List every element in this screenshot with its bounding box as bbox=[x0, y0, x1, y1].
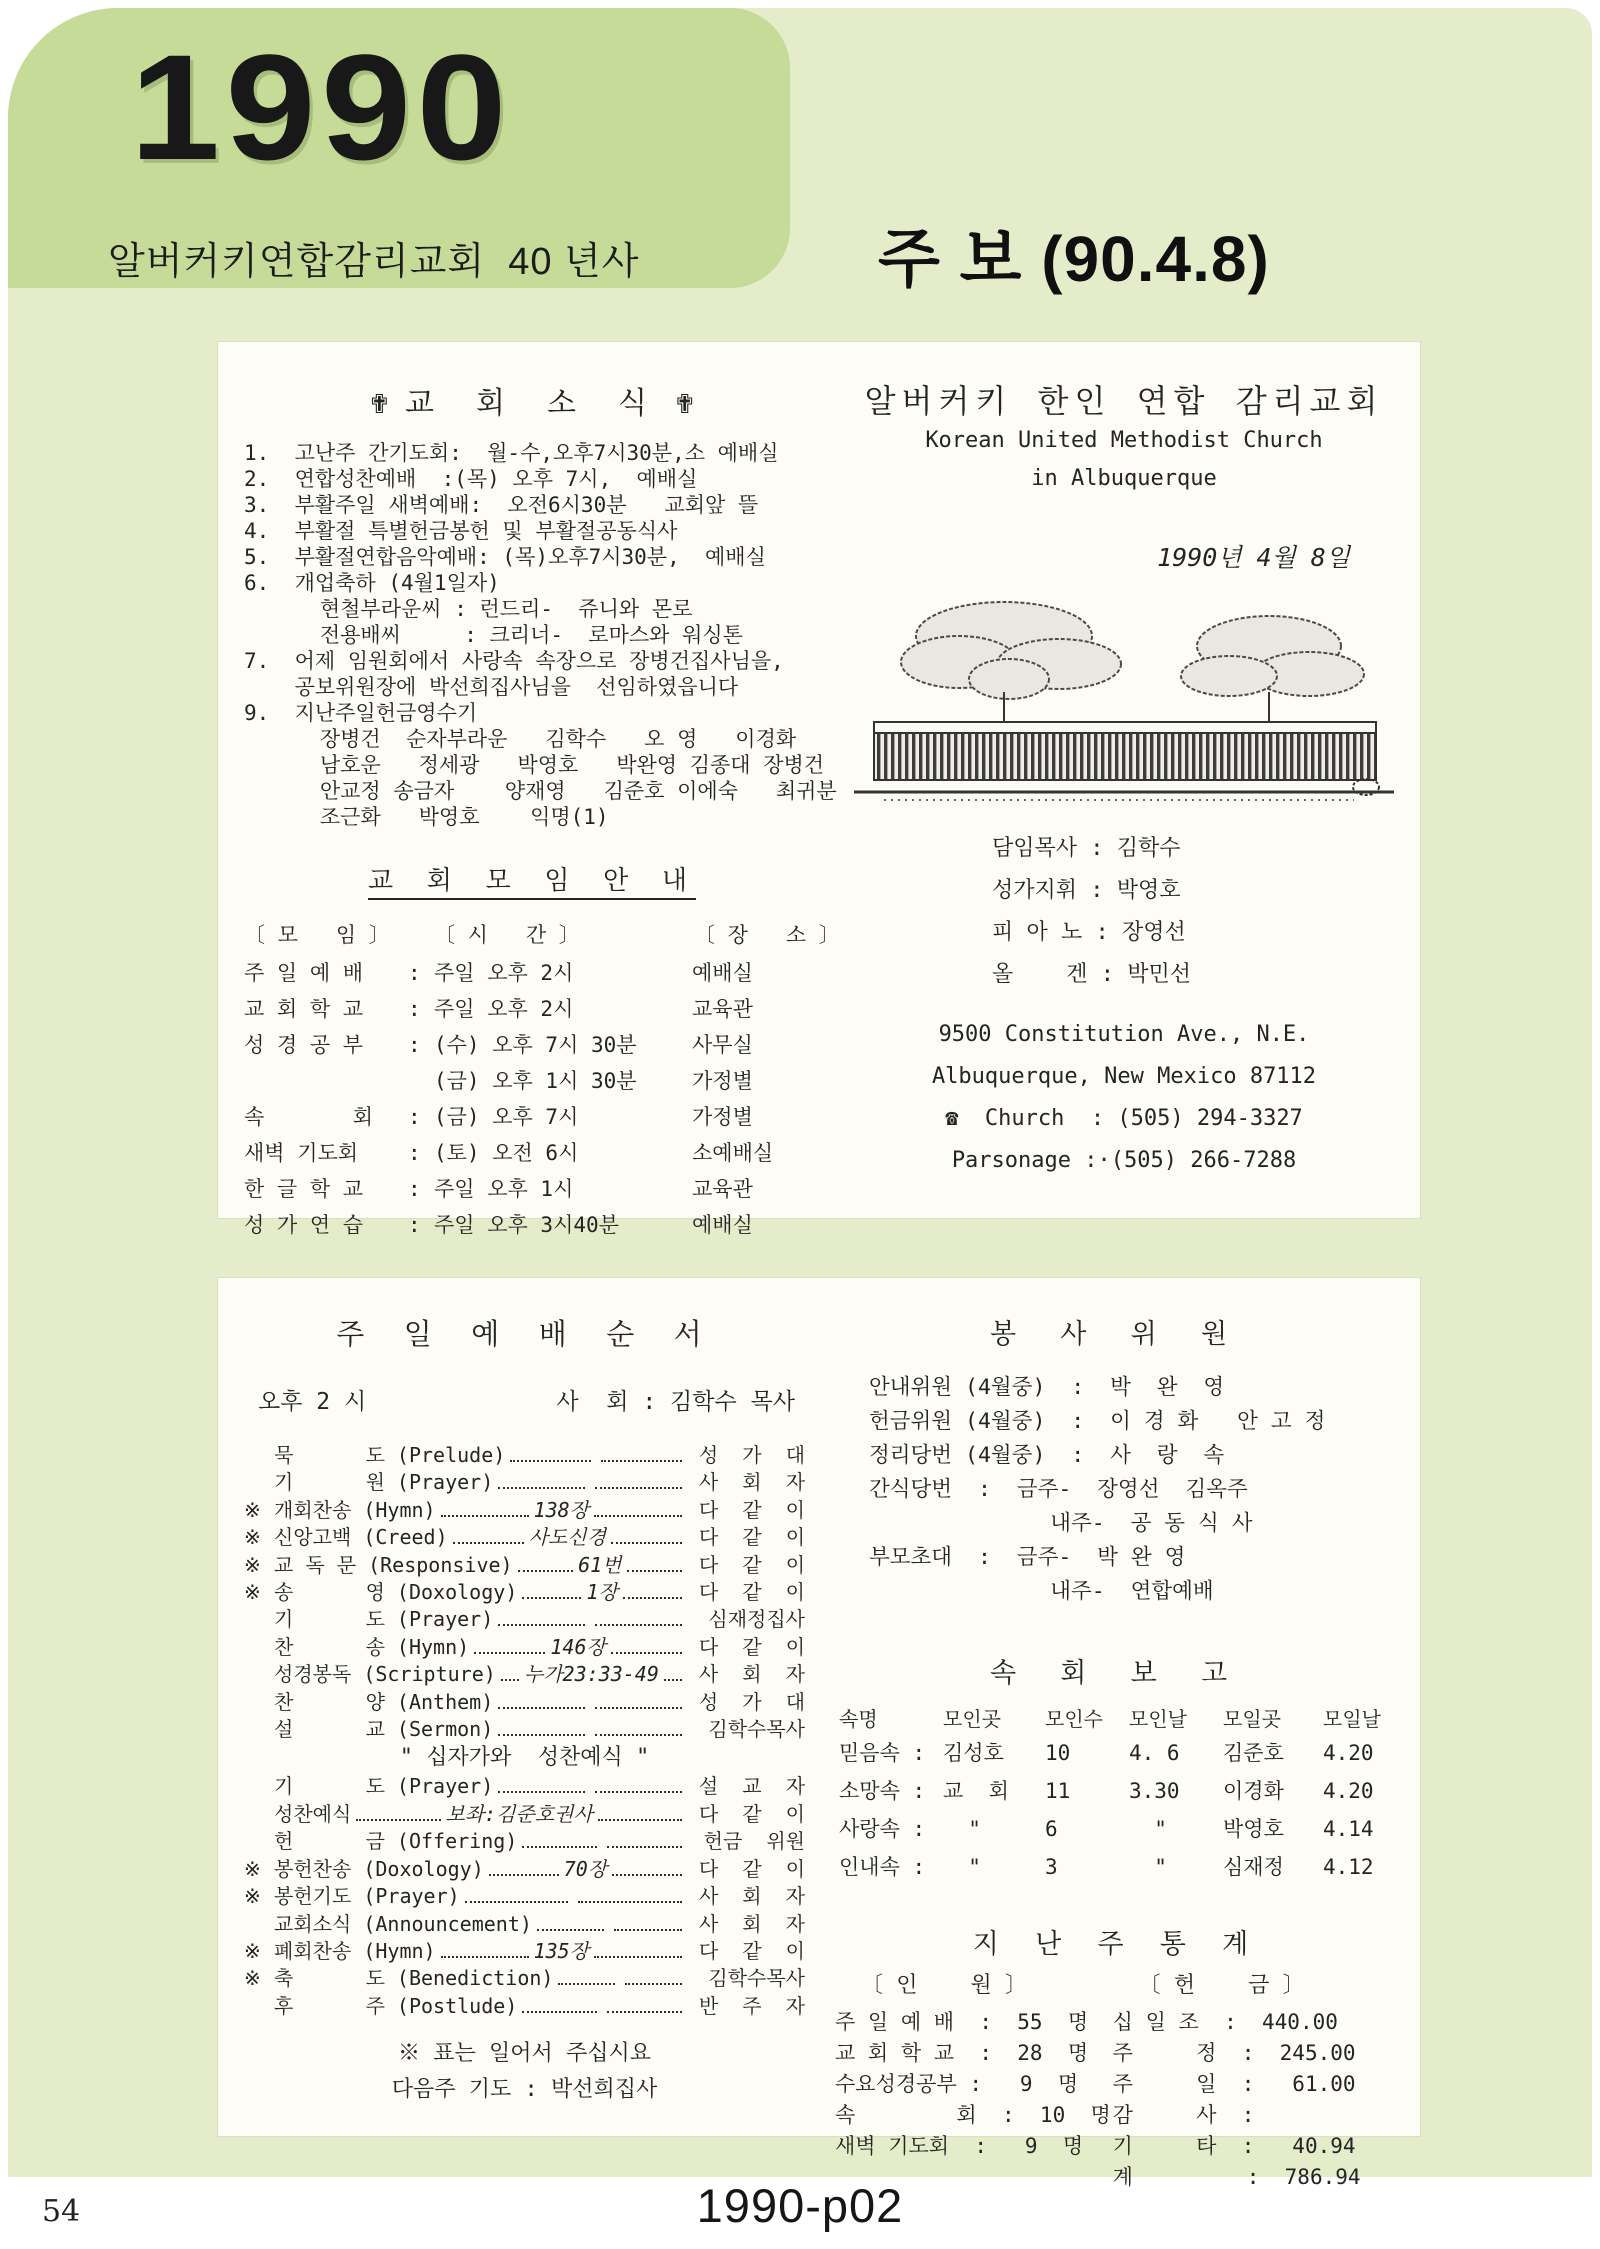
meeting-place: 가정별 bbox=[692, 1105, 753, 1129]
dot-leader bbox=[356, 1819, 440, 1821]
dot-leader bbox=[510, 1460, 591, 1462]
offering-stats bbox=[1099, 1971, 1396, 2193]
dot-leader bbox=[595, 1734, 682, 1736]
worship-row bbox=[244, 1552, 805, 1579]
meeting-colon: : bbox=[408, 997, 421, 1021]
star-mark: ※ bbox=[244, 1552, 261, 1577]
masthead-column bbox=[852, 368, 1396, 1218]
dot-leader bbox=[465, 1901, 569, 1903]
meeting-name: 교 회 학 교 bbox=[244, 997, 364, 1021]
star-mark: ※ bbox=[244, 1938, 261, 1963]
worship-item-value: 1장 bbox=[586, 1580, 618, 1605]
dot-leader bbox=[612, 1874, 682, 1876]
news-line: 3. 부활주일 새벽예배: 오전6시30분 교회앞 뜰 bbox=[244, 493, 759, 517]
star-mark: ※ bbox=[244, 1966, 261, 1991]
meeting-colon bbox=[408, 1063, 434, 1099]
news-line: 9. 지난주일헌금영수기 bbox=[244, 701, 478, 725]
offering-line: 기 타 : 40.94 bbox=[1112, 2134, 1356, 2158]
meeting-name: 속 회 bbox=[244, 1105, 374, 1129]
class-next-date: 4.20 bbox=[1323, 1741, 1374, 1765]
news-line: 남호운 정세광 박영호 박완영 김종대 장병건 bbox=[244, 753, 825, 777]
page-number: 54 bbox=[42, 2194, 81, 2229]
worship-item-label: 찬 양 (Anthem) bbox=[274, 1689, 494, 1714]
weekly-stats bbox=[835, 1971, 1396, 2193]
class-met-place: 교 회 bbox=[943, 1779, 1009, 1803]
worship-item-label: 묵 도 (Prelude) bbox=[274, 1443, 506, 1467]
meeting-place: 가정별 bbox=[692, 1069, 753, 1093]
worship-item-person: 헌금 위원 bbox=[703, 1829, 805, 1854]
class-report-row bbox=[839, 1810, 1396, 1848]
news-line: 2. 연합성찬예배 :(목) 오후 7시, 예배실 bbox=[244, 467, 698, 491]
dot-leader bbox=[601, 1460, 682, 1462]
dot-leader bbox=[522, 1846, 597, 1848]
meeting-time: 주일 오후 2시 bbox=[434, 961, 574, 985]
worship-row bbox=[244, 1993, 805, 2020]
class-report-row bbox=[839, 1848, 1396, 1886]
news-line: 장병건 순자부라운 김학수 오 영 이경화 bbox=[244, 727, 797, 751]
attendance-line: 새벽 기도회 : 9 명 bbox=[835, 2134, 1084, 2158]
class-met-place: 김성호 bbox=[943, 1741, 1004, 1765]
server-line: 정리당번 (4월중) : 사 랑 속 bbox=[869, 1443, 1225, 1468]
class-name: 믿음속 : bbox=[839, 1741, 926, 1765]
church-location-english: in Albuquerque bbox=[1031, 466, 1217, 491]
offering-line: 십 일 조 : 440.00 bbox=[1112, 2010, 1338, 2034]
class-met-date: " bbox=[1129, 1855, 1167, 1879]
meeting-row bbox=[244, 955, 820, 991]
meeting-name: 새벽 기도회 bbox=[244, 1141, 359, 1165]
news-line: 공보위원장에 박선희집사님을 선임하였읍니다 bbox=[244, 675, 739, 699]
news-section-title bbox=[244, 378, 820, 422]
worship-row bbox=[244, 1689, 805, 1716]
dot-leader bbox=[474, 1652, 545, 1654]
worship-row bbox=[244, 1938, 805, 1965]
worship-presider: 사 회 : 김학수 목사 bbox=[556, 1389, 795, 1415]
worship-row bbox=[244, 1856, 805, 1883]
worship-item-label: 교 독 문 (Responsive) bbox=[274, 1552, 513, 1577]
worship-row bbox=[244, 1965, 805, 1992]
worship-row bbox=[244, 1497, 805, 1524]
worship-notes bbox=[244, 2036, 805, 2108]
worship-item-person: 반 주 자 bbox=[698, 1993, 805, 2018]
offering-line: 주 일 : 61.00 bbox=[1112, 2072, 1356, 2096]
worship-row bbox=[244, 1883, 805, 1910]
attendance-line: 수요성경공부 : 9 명 bbox=[835, 2072, 1079, 2096]
staff-line: 성가지휘 : 박영호 bbox=[992, 878, 1181, 903]
class-report-header-cell: 모인곳 bbox=[943, 1707, 1001, 1731]
bulletin-scan-inside bbox=[218, 1278, 1420, 2189]
address-line: ☎ Church : (505) 294-3327 bbox=[945, 1106, 1303, 1131]
server-line: 내주- 공 동 식 사 bbox=[869, 1511, 1253, 1536]
staff-line: 담임목사 : 김학수 bbox=[992, 836, 1181, 861]
offering-line: 계 : 786.94 bbox=[1112, 2165, 1361, 2189]
worship-item-person: 다 같 이 bbox=[698, 1634, 806, 1659]
cross-icon: ✟ bbox=[369, 383, 389, 421]
meeting-place: 교육관 bbox=[692, 1177, 753, 1201]
dot-leader bbox=[518, 1570, 574, 1572]
meeting-colon: : bbox=[408, 1177, 421, 1201]
meeting-colon: : bbox=[408, 1213, 421, 1237]
news-line: 1. 고난주 간기도회: 월-수,오후7시30분,소 예배실 bbox=[244, 441, 779, 465]
dot-leader bbox=[664, 1679, 682, 1681]
trees-left bbox=[901, 602, 1121, 699]
meeting-name: 주 일 예 배 bbox=[244, 961, 364, 985]
ground bbox=[854, 779, 1394, 800]
meeting-time: (금) 오후 7시 bbox=[434, 1105, 579, 1129]
worship-item-person: 사 회 자 bbox=[698, 1911, 805, 1936]
dot-leader bbox=[498, 1624, 585, 1626]
meetings-header-row bbox=[244, 915, 840, 955]
address-line: Albuquerque, New Mexico 87112 bbox=[931, 1064, 1317, 1089]
meeting-name: 성 경 공 부 bbox=[244, 1033, 364, 1057]
worship-column bbox=[244, 1300, 805, 2136]
meeting-row bbox=[244, 1207, 820, 1243]
meetings-header-cell: 〔 시 간 〕 bbox=[434, 923, 580, 947]
meeting-row bbox=[244, 1027, 820, 1063]
address-line: Parsonage :·(505) 266-7288 bbox=[951, 1148, 1297, 1173]
worship-item-label: 후 주 (Postlude) bbox=[274, 1993, 518, 2018]
worship-item-label: 기 원 (Prayer) bbox=[274, 1470, 494, 1495]
class-next-date: 4.20 bbox=[1323, 1779, 1374, 1803]
worship-item-person: 심재정집사 bbox=[708, 1607, 806, 1632]
dot-leader bbox=[611, 1542, 682, 1544]
class-next-date: 4.12 bbox=[1323, 1855, 1374, 1879]
server-line: 간식당번 : 금주- 장영선 김옥주 bbox=[869, 1477, 1248, 1502]
worship-item-value: 138장 bbox=[533, 1497, 590, 1522]
servers-title: 봉 사 위 원 bbox=[989, 1319, 1242, 1350]
dot-leader bbox=[595, 1624, 682, 1626]
worship-row bbox=[244, 1716, 805, 1743]
attendance-line: 교 회 학 교 : 28 명 bbox=[835, 2041, 1089, 2065]
news-column bbox=[244, 368, 840, 1237]
dot-leader bbox=[611, 1652, 682, 1654]
worship-item-person: 김학수목사 bbox=[708, 1717, 806, 1742]
meeting-time: 주일 오후 1시 bbox=[434, 1177, 574, 1201]
meeting-colon: : bbox=[408, 1105, 421, 1129]
meeting-row bbox=[244, 1099, 820, 1135]
issue-title: 주 보 (90.4.8) bbox=[878, 223, 1270, 295]
meeting-row bbox=[244, 1171, 820, 1207]
server-line: 안내위원 (4월중) : 박 완 영 bbox=[869, 1375, 1225, 1400]
dot-leader bbox=[623, 1597, 682, 1599]
worship-item-value: 누가23:33-49 bbox=[523, 1662, 659, 1687]
class-next-date: 4.14 bbox=[1323, 1817, 1374, 1841]
dot-leader bbox=[578, 1901, 682, 1903]
meeting-place: 교육관 bbox=[692, 997, 753, 1021]
weekly-stats-title: 지 난 주 통 계 bbox=[972, 1929, 1259, 1960]
worship-order-title: 주 일 예 배 순 서 bbox=[336, 1317, 713, 1351]
class-name: 소망속 : bbox=[839, 1779, 926, 1803]
class-next-place: 박영호 bbox=[1223, 1817, 1284, 1841]
news-line: 7. 어제 임원회에서 사랑속 속장으로 장병건집사님을, bbox=[244, 649, 784, 673]
worship-item-label: 축 도 (Benediction) bbox=[274, 1966, 554, 1991]
news-line: 6. 개업축하 (4월1일자) bbox=[244, 571, 500, 595]
server-line: 헌금위원 (4월중) : 이 경 화 안 고 정 bbox=[869, 1409, 1326, 1434]
meetings-header-cell: 〔 모 임 〕 bbox=[244, 923, 390, 947]
worship-item-label: 성경봉독 (Scripture) bbox=[274, 1662, 496, 1687]
class-met-count: 3 bbox=[1045, 1855, 1058, 1879]
offering-line: 감 사 : bbox=[1112, 2103, 1255, 2127]
dot-leader bbox=[614, 1929, 682, 1931]
worship-row bbox=[244, 1579, 805, 1606]
dot-leader bbox=[625, 1983, 682, 1985]
worship-row bbox=[244, 1801, 805, 1828]
meeting-name: 한 글 학 교 bbox=[244, 1177, 364, 1201]
class-report-header-cell: 모인날 bbox=[1129, 1707, 1187, 1731]
dot-leader bbox=[501, 1679, 519, 1681]
meetings-title: 교 회 모 임 안 내 bbox=[368, 866, 696, 896]
meeting-place: 사무실 bbox=[692, 1033, 753, 1057]
worship-note-line: ※ 표는 일어서 주십시요 bbox=[397, 2041, 651, 2067]
class-name: 인내속 : bbox=[839, 1855, 926, 1879]
worship-item-person: 설 교 자 bbox=[698, 1774, 806, 1799]
class-met-count: 10 bbox=[1045, 1741, 1071, 1765]
meeting-time: (수) 오후 7시 30분 bbox=[434, 1033, 637, 1057]
dot-leader bbox=[522, 2011, 597, 2013]
building bbox=[874, 692, 1376, 780]
worship-item-value: 보좌:김준호권사 bbox=[445, 1801, 593, 1826]
year-label: 1990 bbox=[130, 23, 512, 191]
dot-leader bbox=[441, 1956, 529, 1958]
worship-item-person: 사 회 자 bbox=[698, 1662, 805, 1687]
offering-line: 주 정 : 245.00 bbox=[1112, 2041, 1356, 2065]
page-label: 1990-p02 bbox=[696, 2179, 904, 2232]
attendance-header: 〔 인 원 〕 bbox=[861, 1973, 1027, 1998]
worship-row bbox=[244, 1442, 805, 1469]
church-name-english: Korean United Methodist Church bbox=[925, 428, 1323, 453]
worship-item-person: 다 같 이 bbox=[698, 1856, 806, 1881]
dot-leader bbox=[594, 1956, 682, 1958]
worship-item-label: 봉헌찬송 (Doxology) bbox=[274, 1856, 484, 1881]
meeting-row bbox=[244, 991, 820, 1027]
attendance-stats bbox=[835, 1971, 1111, 2193]
meetings-header-cell: 〔 장 소 〕 bbox=[694, 923, 840, 947]
dot-leader bbox=[627, 1570, 683, 1572]
class-next-place: 이경화 bbox=[1223, 1779, 1284, 1803]
dot-leader bbox=[595, 1707, 682, 1709]
class-met-place: " bbox=[943, 1855, 981, 1879]
news-line: 조근화 박영호 익명(1) bbox=[244, 805, 609, 829]
meeting-colon: : bbox=[408, 1033, 421, 1057]
reports-column bbox=[835, 1300, 1396, 2189]
dot-leader bbox=[522, 1597, 581, 1599]
staff-line: 피 아 노 : 장영선 bbox=[992, 920, 1186, 945]
offering-header: 〔 헌 금 〕 bbox=[1138, 1973, 1305, 1998]
address-block bbox=[852, 1014, 1396, 1182]
worship-item-person: 다 같 이 bbox=[698, 1580, 805, 1605]
worship-item-label: 봉헌기도 (Prayer) bbox=[274, 1884, 460, 1909]
worship-item-label: 찬 송 (Hymn) bbox=[274, 1634, 470, 1659]
class-met-count: 11 bbox=[1045, 1779, 1071, 1803]
attendance-line: 속 회 : 10 명 bbox=[835, 2103, 1111, 2127]
dot-leader bbox=[607, 1846, 682, 1848]
worship-item-person: 성 가 대 bbox=[698, 1689, 806, 1714]
bulletin-scan-front bbox=[218, 342, 1420, 1237]
news-title-text: 교 회 소 식 bbox=[404, 386, 660, 421]
meeting-time: (금) 오후 1시 30분 bbox=[434, 1069, 637, 1093]
year-banner bbox=[8, 8, 790, 288]
dot-leader bbox=[498, 1734, 585, 1736]
worship-row bbox=[244, 1634, 805, 1661]
worship-row bbox=[244, 1911, 805, 1938]
dot-leader bbox=[489, 1874, 559, 1876]
meeting-time: 주일 오후 3시40분 bbox=[434, 1213, 619, 1237]
worship-item-label: 성찬예식 bbox=[274, 1801, 352, 1826]
dot-leader bbox=[558, 1983, 615, 1985]
worship-header-row bbox=[258, 1383, 795, 1416]
worship-row bbox=[244, 1773, 805, 1800]
staff-line: 올 겐 : 박민선 bbox=[992, 962, 1191, 987]
worship-item-label: 교회소식 (Announcement) bbox=[274, 1911, 532, 1936]
meeting-row bbox=[244, 1063, 820, 1099]
class-report-header-cell: 모일곳 bbox=[1223, 1707, 1281, 1731]
worship-row bbox=[244, 1606, 805, 1633]
worship-item-value: 61번 bbox=[578, 1552, 622, 1577]
dot-leader bbox=[441, 1515, 529, 1517]
worship-row bbox=[244, 1661, 805, 1688]
class-met-count: 6 bbox=[1045, 1817, 1058, 1841]
worship-item-person: 사 회 자 bbox=[698, 1884, 805, 1909]
news-line: 안교정 송금자 양재영 김준호 이에숙 최귀분 bbox=[244, 779, 837, 803]
worship-item-value: 146장 bbox=[550, 1634, 606, 1659]
worship-item-label: 신앙고백 (Creed) bbox=[274, 1525, 448, 1550]
dot-leader bbox=[498, 1707, 585, 1709]
class-report-header-cell: 모인수 bbox=[1045, 1707, 1103, 1731]
dot-leader bbox=[595, 1791, 682, 1793]
bulletin-date: 1990년 4월 8일 bbox=[1157, 543, 1350, 572]
news-line: 4. 부활절 특별헌금봉헌 및 부활절공동식사 bbox=[244, 519, 678, 543]
meeting-place: 예배실 bbox=[692, 1213, 753, 1237]
worship-item-label: 헌 금 (Offering) bbox=[274, 1829, 518, 1854]
meeting-place: 소예배실 bbox=[692, 1141, 774, 1165]
worship-item-value: 135장 bbox=[533, 1938, 590, 1963]
class-met-place: " bbox=[943, 1817, 981, 1841]
dot-leader bbox=[537, 1929, 605, 1931]
star-mark: ※ bbox=[244, 1856, 261, 1881]
server-line: 내주- 연합예배 bbox=[869, 1579, 1214, 1604]
class-report-header-cell: 모일날 bbox=[1323, 1707, 1381, 1731]
meeting-time: 주일 오후 2시 bbox=[434, 997, 574, 1021]
worship-item-label: 기 도 (Prayer) bbox=[274, 1607, 494, 1632]
news-line: 현철부라운씨 : 런드리- 쥬니와 몬로 bbox=[244, 597, 693, 621]
worship-time: 오후 2 시 bbox=[258, 1389, 367, 1415]
dot-leader bbox=[607, 2011, 682, 2013]
trees-right bbox=[1181, 616, 1364, 696]
meeting-name bbox=[244, 1063, 408, 1099]
worship-item-label: 기 도 (Prayer) bbox=[274, 1774, 494, 1799]
worship-item-person: 사 회 자 bbox=[698, 1470, 806, 1495]
worship-item-label: 설 교 (Sermon) bbox=[274, 1717, 494, 1742]
dot-leader bbox=[498, 1791, 585, 1793]
class-next-place: 심재정 bbox=[1223, 1855, 1284, 1879]
worship-item-value: 사도신경 bbox=[528, 1525, 606, 1550]
worship-row bbox=[244, 1828, 805, 1855]
star-mark: ※ bbox=[244, 1525, 261, 1550]
news-line: 5. 부활절연합음악예배: (목)오후7시30분, 예배실 bbox=[244, 545, 766, 569]
worship-item-person: 성 가 대 bbox=[698, 1443, 806, 1467]
class-next-place: 김준호 bbox=[1223, 1741, 1284, 1765]
star-mark: ※ bbox=[244, 1884, 261, 1909]
meeting-colon: : bbox=[408, 1141, 421, 1165]
worship-item-person: 다 같 이 bbox=[698, 1938, 805, 1963]
class-report-header-row bbox=[839, 1704, 1396, 1734]
dot-leader bbox=[453, 1542, 524, 1544]
meeting-place: 예배실 bbox=[692, 961, 753, 985]
class-report-header-cell: 속명 bbox=[839, 1707, 878, 1731]
worship-row bbox=[244, 1469, 805, 1496]
dot-leader bbox=[598, 1819, 682, 1821]
worship-item-person: 다 같 이 bbox=[698, 1525, 806, 1550]
worship-note-line: 다음주 기도 : 박선희집사 bbox=[391, 2077, 658, 2103]
worship-item-label: 개회찬송 (Hymn) bbox=[274, 1497, 436, 1522]
worship-item-person: 다 같 이 bbox=[698, 1552, 806, 1577]
dot-leader bbox=[595, 1487, 682, 1489]
worship-item-label: 폐회찬송 (Hymn) bbox=[274, 1938, 436, 1963]
worship-item-person: 김학수목사 bbox=[708, 1966, 805, 1991]
star-mark: ※ bbox=[244, 1580, 261, 1605]
worship-item-person: 다 같 이 bbox=[698, 1801, 805, 1826]
meeting-colon: : bbox=[408, 961, 421, 985]
star-mark: ※ bbox=[244, 1497, 261, 1522]
meeting-time: (토) 오전 6시 bbox=[434, 1141, 579, 1165]
sermon-title: " 십자가와 성찬예식 " bbox=[399, 1745, 650, 1771]
worship-item-value: 70장 bbox=[563, 1856, 608, 1881]
class-name: 사랑속 : bbox=[839, 1817, 926, 1841]
class-report-row bbox=[839, 1734, 1396, 1772]
church-illustration bbox=[854, 584, 1394, 816]
class-report-row bbox=[839, 1772, 1396, 1810]
book-title: 알버커키연합감리교회 40 년사 bbox=[108, 241, 640, 283]
class-met-date: 3.30 bbox=[1129, 1779, 1180, 1803]
class-met-date: 4. 6 bbox=[1129, 1741, 1180, 1765]
cross-icon: ✟ bbox=[675, 383, 695, 421]
worship-item-person: 다 같 이 bbox=[698, 1497, 805, 1522]
staff-list bbox=[852, 828, 1396, 996]
meeting-row bbox=[244, 1135, 820, 1171]
dot-leader bbox=[594, 1515, 682, 1517]
class-met-date: " bbox=[1129, 1817, 1167, 1841]
meeting-name: 성 가 연 습 bbox=[244, 1213, 364, 1237]
address-line: 9500 Constitution Ave., N.E. bbox=[938, 1022, 1310, 1047]
attendance-line: 주 일 예 배 : 55 명 bbox=[835, 2010, 1089, 2034]
server-line: 부모초대 : 금주- 박 완 영 bbox=[869, 1545, 1186, 1570]
worship-item-label: 송 영 (Doxology) bbox=[274, 1580, 518, 1605]
class-report-title: 속 회 보 고 bbox=[989, 1658, 1242, 1689]
worship-row bbox=[244, 1524, 805, 1551]
news-line: 전용배씨 : 크리너- 로마스와 워싱톤 bbox=[244, 623, 743, 647]
church-name-korean: 알버커키 한인 연합 감리교회 bbox=[864, 382, 1384, 420]
dot-leader bbox=[498, 1487, 585, 1489]
